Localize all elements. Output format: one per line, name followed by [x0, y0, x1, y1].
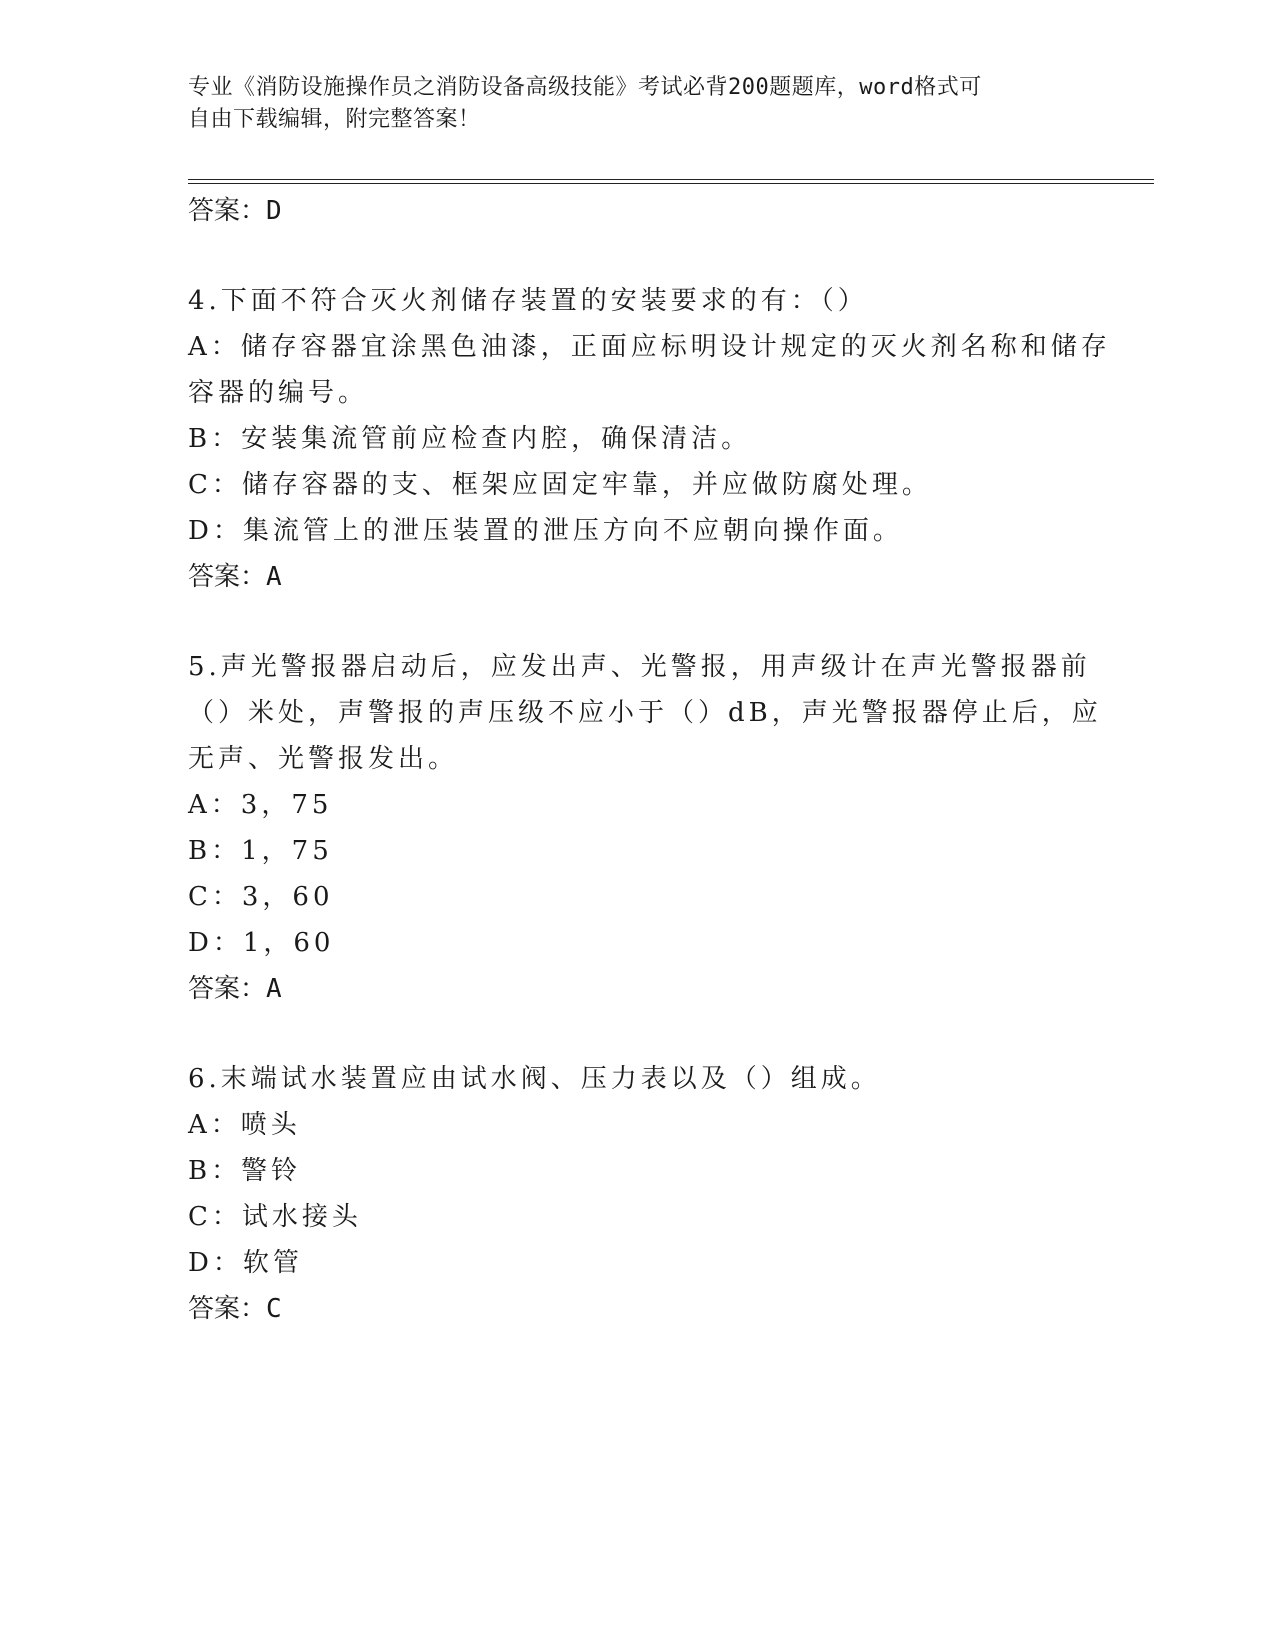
question-stem-line-1: 5.声光警报器启动后，应发出声、光警报，用声级计在声光警报器前: [188, 652, 1091, 682]
option-c: C：3，60: [188, 882, 334, 912]
question-stem-line: 4.下面不符合灭火剂储存装置的安装要求的有：（）: [188, 286, 868, 316]
header-line-2: 自由下载编辑，附完整答案！: [188, 107, 481, 132]
header-divider-top: [188, 179, 1154, 180]
option-c: C：试水接头: [188, 1202, 362, 1232]
option-a-line-1: A：储存容器宜涂黑色油漆，正面应标明设计规定的灭火剂名称和储存: [188, 332, 1111, 362]
answer-previous-question: 答案：D: [188, 196, 282, 226]
option-d: D：集流管上的泄压装置的泄压方向不应朝向操作面。: [188, 516, 903, 546]
document-header: [188, 72, 1068, 136]
question-stem-line-3: 无声、光警报发出。: [188, 744, 459, 774]
option-a-line-2: 容器的编号。: [188, 378, 369, 408]
answer: 答案：A: [188, 562, 282, 592]
option-c: C：储存容器的支、框架应固定牢靠，并应做防腐处理。: [188, 470, 932, 500]
answer: 答案：A: [188, 974, 282, 1004]
option-d: D：1，60: [188, 928, 335, 958]
question-5: [188, 644, 1102, 1012]
option-b: B：安装集流管前应检查内腔，确保清洁。: [188, 424, 752, 454]
answer: 答案：C: [188, 1294, 282, 1324]
question-4: [188, 278, 1111, 600]
question-stem-line-2: （）米处，声警报的声压级不应小于（）dB，声光警报器停止后，应: [188, 698, 1102, 728]
option-a: A：喷头: [188, 1110, 301, 1140]
header-divider-bottom: [188, 183, 1154, 184]
question-stem-line: 6.末端试水装置应由试水阀、压力表以及（）组成。: [188, 1064, 881, 1094]
option-a: A：3，75: [188, 790, 333, 820]
option-d: D：软管: [188, 1248, 303, 1278]
option-b: B：警铃: [188, 1156, 302, 1186]
option-b: B：1，75: [188, 836, 333, 866]
header-line-1: 专业《消防设施操作员之消防设备高级技能》考试必背200题题库，word格式可: [188, 75, 982, 100]
question-6: [188, 1056, 1088, 1332]
question-list: [188, 188, 1111, 1332]
